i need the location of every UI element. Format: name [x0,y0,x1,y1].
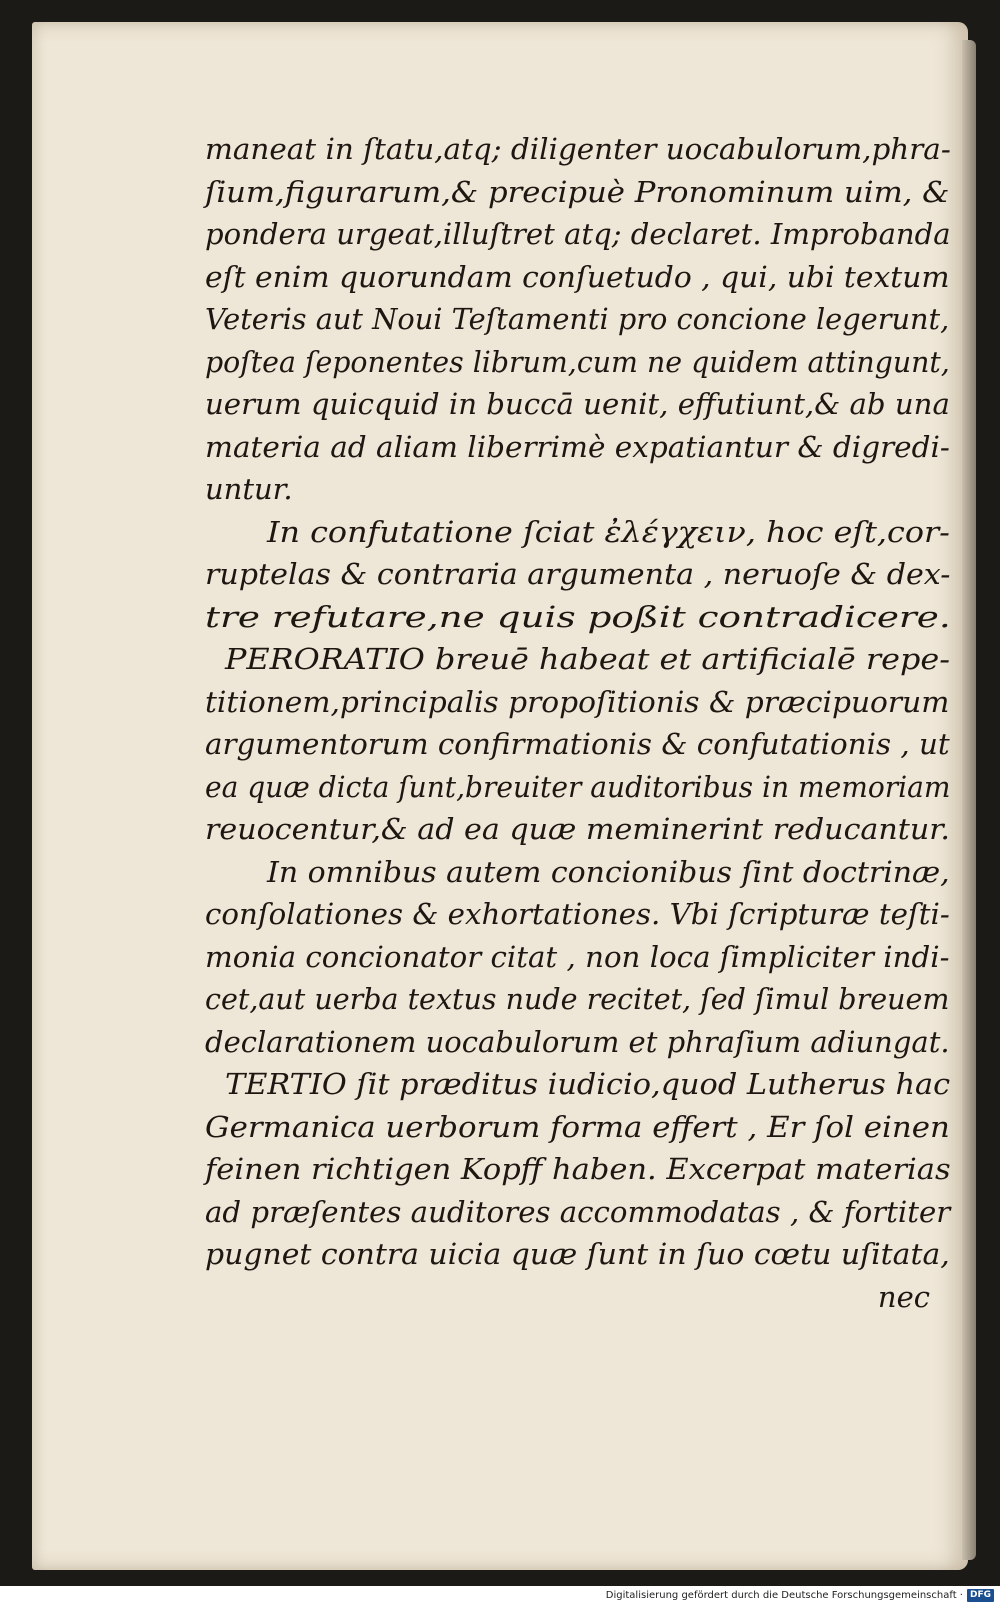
text-line: In omnibus autem concionibus ſint doctrinæ, [267,854,950,889]
text-line: declarationem uocabulorum et phraſium adiungat. [205,1024,950,1059]
text-line: poſtea ſeponentes librum,cum ne quidem attingunt, [205,344,950,379]
text-line: pugnet contra uicia quæ ſunt in ſuo cœtu uſitata, [205,1237,950,1271]
text-line: uerum quicquid in buccā uenit, effutiunt,& ab una [205,387,950,421]
text-line: PERORATIO breuē habeat et artificialē repe- [225,642,950,676]
text-line: monia concionator citat , non loca ſimpliciter indi- [205,939,950,974]
text-line: TERTIO ſit præditus iudicio,quod Lutherus hac [225,1067,951,1101]
text-line: In confutatione ſciat ἐλέγχειν, hoc eſt,cor- [267,514,950,549]
text-line: Germanica uerborum forma effert , Er ſol einen [205,1109,950,1144]
text-line: cet,aut uerba textus nude recitet, ſed ſimul breuem [205,982,950,1016]
text-line: ad præſentes auditores accommodatas , & fortiter [205,1194,951,1229]
text-line: titionem,principalis propoſitionis & præcipuorum [205,684,950,719]
catchword: nec [877,1279,930,1314]
text-line: feinen richtigen Kopff haben. Excerpat materias [205,1152,951,1186]
text-line: ruptelas & contraria argumenta , neruoſe & dex- [205,557,951,591]
text-line: tre refutare,ne quis poßit contradicere. [205,599,951,634]
digitization-footer [0,1588,1000,1604]
dfg-logo: DFG [967,1589,994,1602]
text-line: untur. [205,472,293,506]
text-line: conſolationes & exhortationes. Vbi ſcripturæ teſti- [205,897,950,931]
page-text [205,128,950,1318]
text-line: materia ad aliam liberrimè expatiantur & digredi- [205,429,950,464]
text-line: maneat in ſtatu,atq; diligenter uocabulorum,phra- [205,132,951,166]
text-line: eſt enim quorundam conſuetudo , qui, ubi textum [205,259,950,294]
footer-credit: Digitalisierung gefördert durch die Deutsche Forschungsgemeinschaft · [605,1590,963,1601]
text-line: argumentorum confirmationis & confutationis , ut [205,727,950,761]
text-line: pondera urgeat,illuſtret atq; declaret. Improbanda [205,217,951,251]
text-line: ea quæ dicta ſunt,breuiter auditoribus in memoriam [205,769,951,804]
page-edge [962,40,976,1560]
text-line: Veteris aut Noui Teſtamenti pro concione legerunt, [205,302,950,336]
text-line: reuocentur,& ad ea quæ meminerint reducantur. [205,812,950,846]
text-line: ſium,figurarum,& precipuè Pronominum uim, & [205,174,950,209]
